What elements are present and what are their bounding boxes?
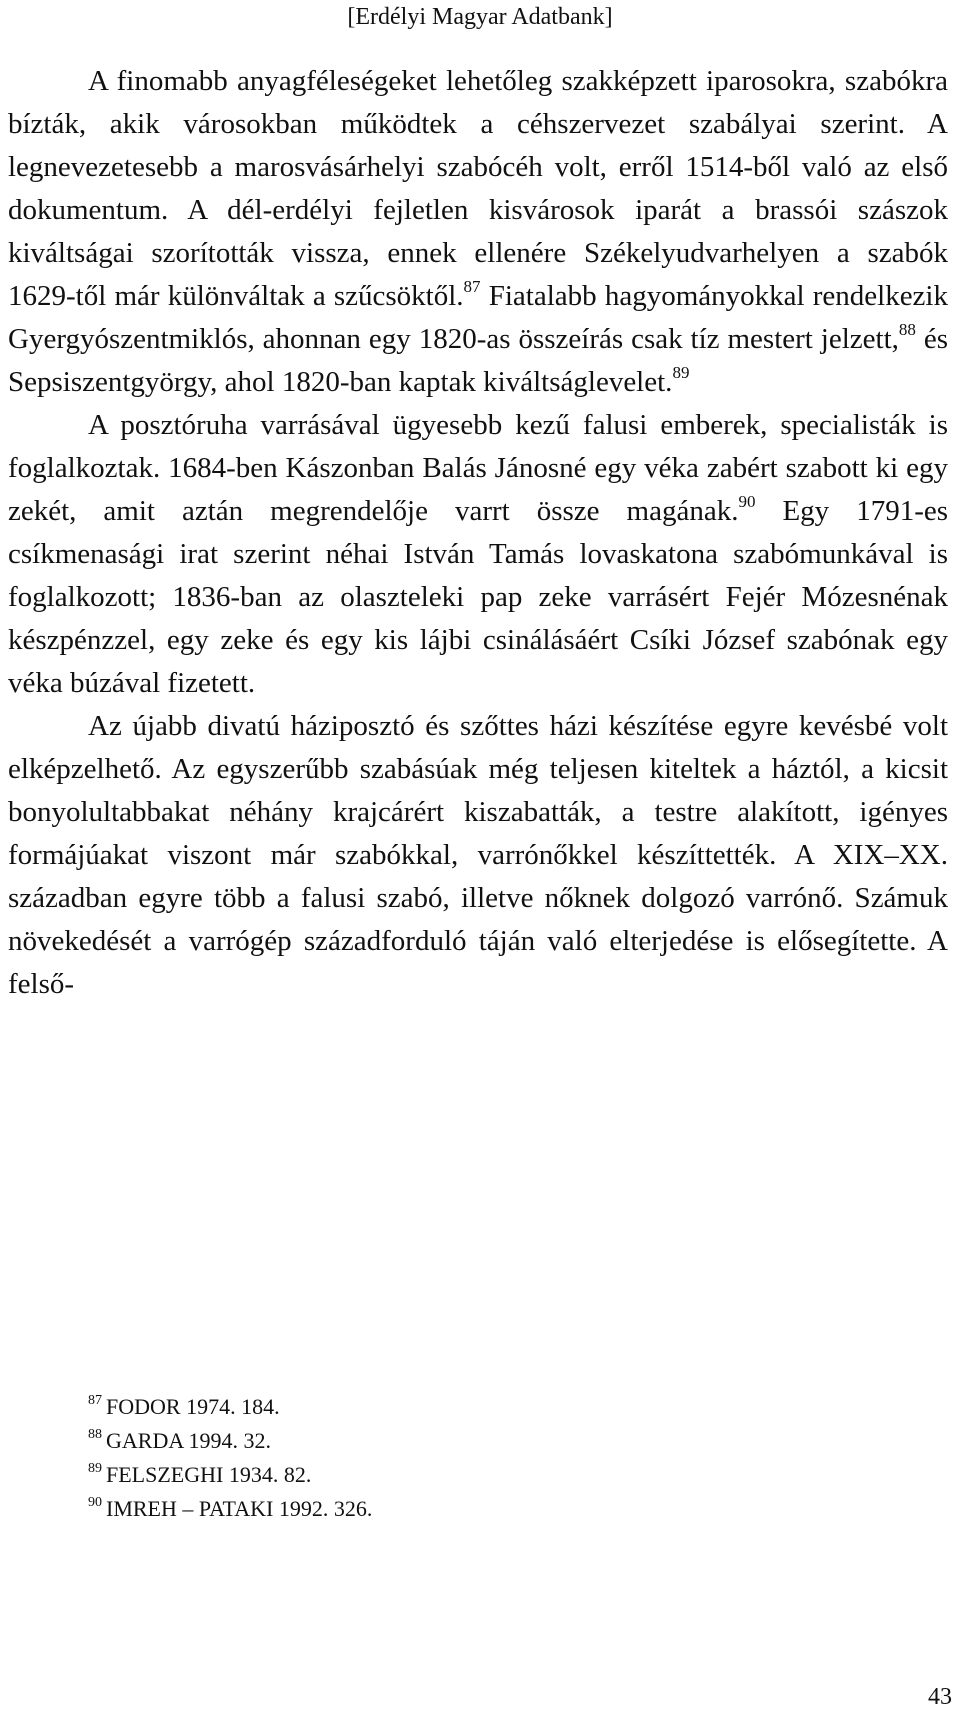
paragraph-2-text-b: Egy 1791-es csíkmenasági irat szerint néhai István Tamás lovaskatona szabómunkával is foglalkozott; 1836-ban az olaszteleki pap zeke varrásért Fejér Mózesnénak készpénzzel, egy zeke és egy kis lájbi csinálásáért Csíki József szabónak egy véka búzával fizetett.: [8, 495, 949, 699]
paragraph-3-text: Az újabb divatú háziposztó és szőttes házi készítése egyre kevésbé volt elképzelhető. Az egyszerűbb szabásúak még teljesen kiteltek a háztól, a kicsit bonyolultabbakat néhány krajcárért kiszabatták, a testre alakított, igényes formájúakat viszont már szabókkal, varrónőkkel készíttették. A XIX–XX. században egyre több a falusi szabó, illetve nőknek dolgozó varrónő. Számuk növekedését a varrógép századforduló táján való elterjedése is elősegítette. A felső-: [8, 710, 948, 1000]
footnote-87: [88, 1390, 908, 1424]
footnote-89: [88, 1458, 908, 1492]
footnote-88: [88, 1424, 908, 1458]
footnote-text: IMREH – PATAKI 1992. 326.: [106, 1496, 373, 1521]
footnote-number: 90: [88, 1495, 102, 1510]
paragraph-1-text-b: Fiatalabb hagyományokkal rendelkezik Gyergyószentmiklós, ahonnan egy 1820-as összeírás csak tíz mestert jelzett,: [8, 280, 948, 355]
paragraph-3: [8, 705, 948, 1006]
page-number: 43: [928, 1684, 952, 1710]
footnote-ref-88[interactable]: 88: [898, 320, 916, 339]
paragraph-2: [8, 404, 948, 705]
footnote-number: 87: [88, 1393, 102, 1408]
footnote-ref-89[interactable]: 89: [672, 363, 690, 382]
footnote-text: GARDA 1994. 32.: [106, 1428, 272, 1453]
footnote-text: FODOR 1974. 184.: [106, 1394, 280, 1419]
page-header: [Erdélyi Magyar Adatbank]: [347, 4, 613, 30]
footnote-number: 89: [88, 1461, 102, 1476]
footnotes: [88, 1390, 908, 1526]
paragraph-1-text-c: és Sepsiszentgyörgy, ahol 1820-ban kaptak kiváltságlevelet.: [8, 323, 948, 398]
footnote-ref-87[interactable]: 87: [463, 277, 481, 296]
paragraph-1-text-a: A finomabb anyagféleségeket lehetőleg szakképzett iparosokra, szabókra bízták, akik városokban működtek a céhszervezet szabályai szerint. A legnevezetesebb a marosvásárhelyi szabócéh volt, erről 1514-ből való az első dokumentum. A dél-erdélyi fejletlen kisvárosok iparát a brassói szászok kiváltságai szorították vissza, ennek ellenére Székelyudvarhelyen a szabók 1629-től már különváltak a szűcsöktől.: [8, 65, 948, 312]
footnote-90: [88, 1492, 908, 1526]
paragraph-1: [8, 60, 948, 404]
footnote-ref-90[interactable]: 90: [738, 492, 756, 511]
footnote-number: 88: [88, 1427, 102, 1442]
paragraph-2-text-a: A posztóruha varrásával ügyesebb kezű falusi emberek, specialisták is foglalkoztak. 1684-ben Kászonban Balás Jánosné egy véka zabért szabott ki egy zekét, amit aztán megrendelője varrt össze magának.: [8, 409, 948, 527]
footnote-text: FELSZEGHI 1934. 82.: [106, 1462, 312, 1487]
main-text: [8, 60, 948, 1006]
